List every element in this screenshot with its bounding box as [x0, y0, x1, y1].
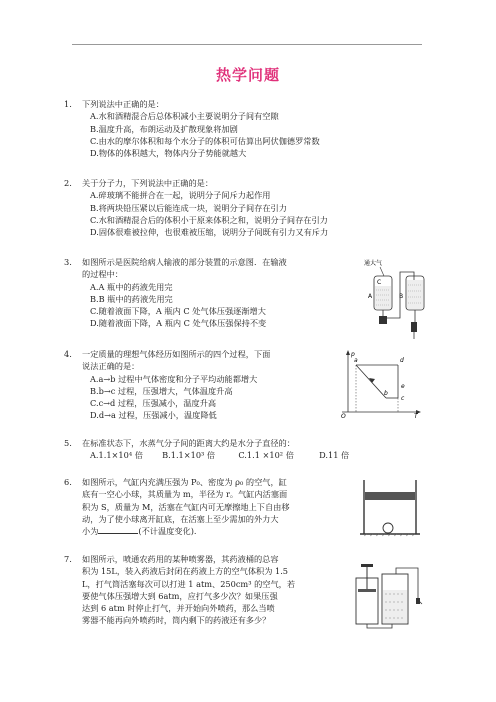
question-stem: 雾器不能再向外喷药时，筒内剩下的药液还有多少？ [82, 615, 271, 626]
hollow-ball [383, 523, 393, 533]
option-b: B.将两块铅压紧以后能连成一块，说明分子间存在引力 [90, 202, 287, 213]
question-number: 4. [64, 349, 72, 359]
option-a: A.水和酒精混合后总体积减小主要说明分子间有空隙 [90, 111, 279, 122]
option-a: A.1.1×10⁴ 倍 [90, 450, 143, 461]
spray-nozzle [416, 598, 420, 604]
point-b-label: b [384, 390, 388, 397]
option-d: D.d→a 过程，压强减小，温度降低 [90, 410, 217, 421]
label-a: A [368, 293, 373, 300]
question-number: 6. [64, 477, 72, 487]
label-b: B [399, 293, 404, 300]
question-stem: 一定质量的理想气体经历如图所示的四个过程，下面 [82, 349, 271, 359]
figure-label-air: 通大气 [364, 260, 383, 267]
question-stem: 的过程中： [82, 269, 123, 280]
question-1 [64, 98, 320, 159]
question-stem: 积为 15L，装入药液后封闭在药液上方的空气体积为 1.5 [82, 566, 289, 577]
question-number: 1. [64, 99, 72, 109]
option-c: C.水和酒精混合后的体积小于原来体积之和，说明分子间存在引力 [90, 214, 328, 225]
piston [365, 492, 415, 500]
option-d: D.随着液面下降，A 瓶内 C 处气体压强保持不变 [90, 318, 267, 329]
pt-diagram-figure [340, 348, 422, 418]
stem-text: 小为 [82, 526, 99, 537]
option-c: C.1.1 ×10² 倍 [238, 450, 294, 461]
question-7 [64, 553, 295, 627]
sprayer-figure [352, 560, 426, 632]
origin-label: O [341, 413, 346, 418]
option-b: B.B 瓶中的药液先用完 [90, 293, 173, 304]
point-c-label: c [401, 395, 405, 402]
question-stem: 如图所示，气缸内充满压强为 P₀、密度为 ρ₀ 的空气，缸 [82, 477, 287, 487]
option-a: A.A 瓶中的药液先用完 [90, 281, 173, 292]
question-stem: 说法正确的是： [82, 361, 140, 372]
axis-label-p: p [351, 351, 355, 358]
question-stem: 动，为了使小球离开缸底，在活塞上至少需加的外力大 [82, 513, 279, 524]
option-c: C.由水的摩尔体积和每个水分子的体积可估算出阿伏伽德罗常数 [90, 135, 320, 146]
question-number: 5. [64, 438, 72, 448]
options-row [64, 449, 349, 461]
question-stem: 达到 6 atm 时停止打气，并开始向外喷药，那么当喷 [82, 603, 275, 614]
question-stem: 下列说法中正确的是： [82, 99, 164, 109]
question-stem: 底有一空心小球，其质量为 m，半径为 r。气缸内活塞面 [82, 489, 288, 500]
question-stem: L，打气筒活塞每次可以打进 1 atm、250cm³ 的空气，若 [82, 578, 296, 589]
question-number: 3. [64, 257, 72, 267]
question-6 [64, 476, 290, 537]
pump-handle [361, 564, 373, 567]
question-stem: 要使气体压强增大到 6atm，应打气多少次？如果压强 [82, 590, 278, 601]
label-c: C [377, 279, 382, 286]
stem-text: (不计温度变化). [138, 526, 197, 537]
cylinder-figure [358, 478, 422, 538]
point-d-label: d [400, 357, 404, 364]
header-rule [72, 44, 422, 45]
question-2 [64, 177, 328, 238]
option-c: C.c→d 过程，压强减小，温度升高 [90, 398, 217, 409]
iv-drip-figure [364, 258, 440, 340]
question-5 [64, 437, 349, 462]
option-d: D.11 倍 [319, 450, 350, 461]
question-stem-last [64, 525, 290, 537]
page-title: 热学问题 [215, 66, 280, 84]
question-3 [64, 256, 287, 330]
axis-label-t: T [414, 413, 418, 418]
option-a: A.碎玻璃不能拼合在一起，说明分子间斥力起作用 [90, 190, 271, 201]
question-stem: 关于分子力，下列说法中正确的是： [82, 178, 214, 188]
option-d: D.固体很难被拉伸，也很难被压缩，说明分子间既有引力又有斥力 [90, 227, 329, 238]
option-b: B.1.1×10³ 倍 [162, 450, 216, 461]
option-c: C.随着液面下降，A 瓶内 C 处气体压强逐渐增大 [90, 306, 266, 317]
question-number: 2. [64, 178, 72, 188]
point-e-label: e [401, 383, 405, 390]
option-a: A.a→b 过程中气体密度和分子平均动能都增大 [90, 373, 258, 384]
option-d: D.物体的体积越大，物体内分子势能就越大 [90, 148, 247, 159]
question-number: 7. [64, 554, 72, 564]
question-stem: 如图所示是医院给病人输液的部分装置的示意图．在输液 [82, 257, 287, 267]
answer-blank[interactable] [98, 525, 138, 534]
question-stem: 积为 S，质量为 M，活塞在气缸内可无摩擦地上下自由移 [82, 501, 290, 512]
question-4 [64, 348, 270, 422]
option-b: B.b→c 过程，压强增大，气体温度升高 [90, 385, 233, 396]
drip-chamber [411, 322, 417, 332]
point-a-label: a [354, 357, 358, 364]
question-stem: 如图所示，喷通农药用的某种喷雾器，其药液桶的总容 [82, 554, 279, 564]
question-stem: 在标准状态下，水蒸气分子间的距离大约是水分子直径的： [82, 438, 295, 448]
option-b: B.温度升高，布朗运动及扩散现象将加剧 [90, 123, 238, 134]
